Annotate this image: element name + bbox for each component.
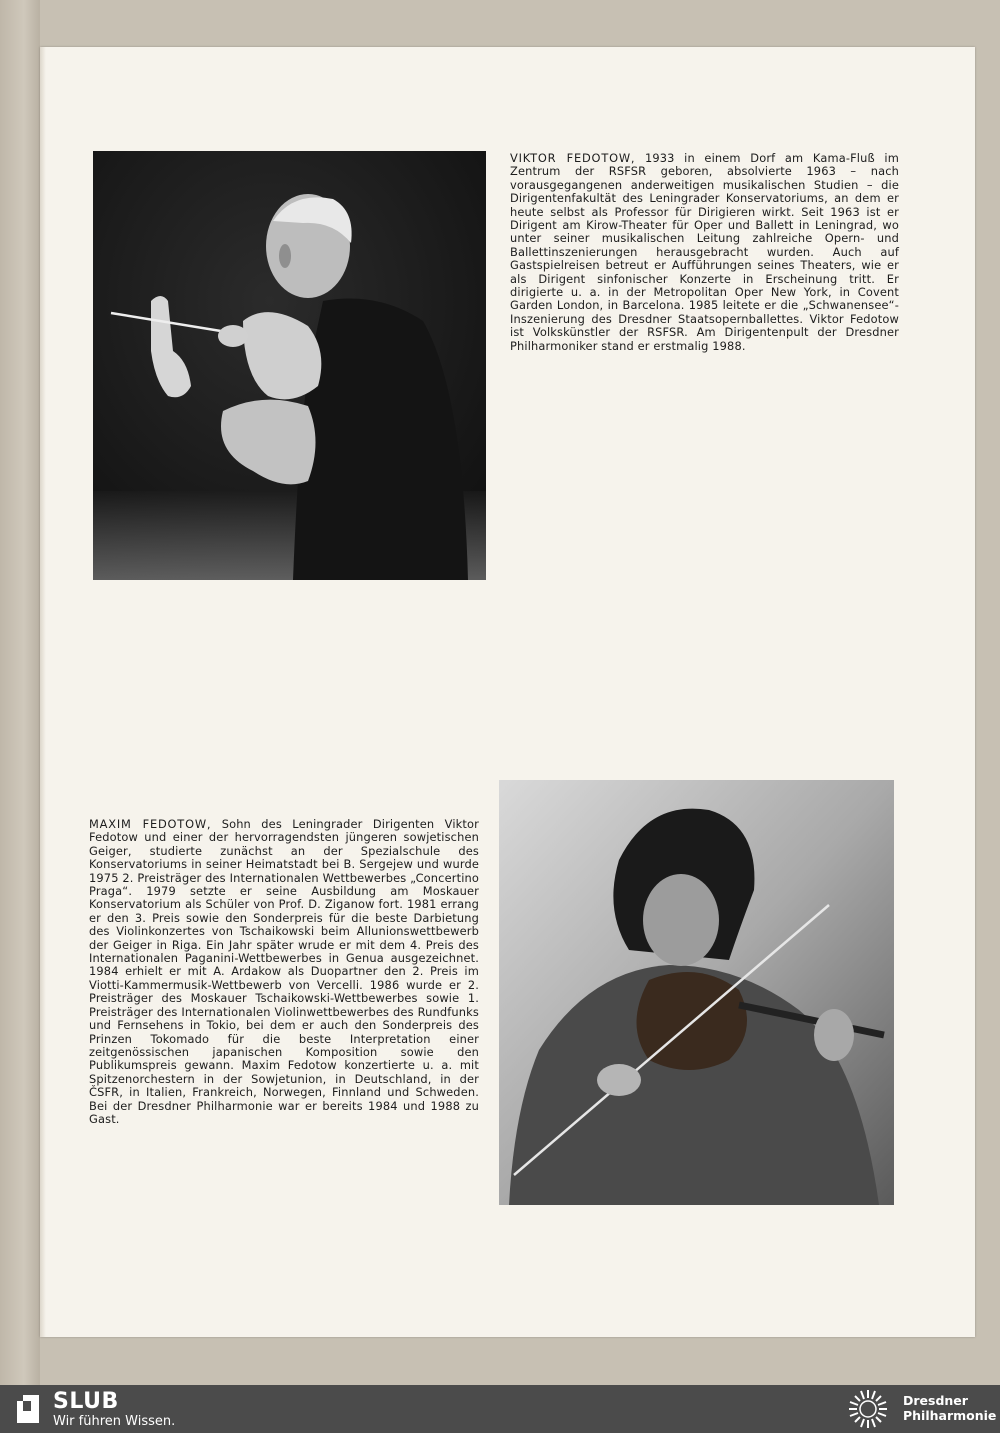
- maxim-fedotow-biography: [89, 818, 479, 1126]
- partner-name-line2: Philharmonie: [903, 1408, 997, 1423]
- page-gutter-shadow: [40, 47, 46, 1337]
- biography-body: 1933 in einem Dorf am Kama-Fluß im Zentrum der RSFSR geboren, absolvierte 1963 – nach vorausgegangenen anderweitigen musikalischen Studien – die Dirigentenfakultät des Leningrader Konservatoriums, an dem er heute selbst als Professor für Dirigieren wirkt. Seit 1963 ist er Dirigent am Kirow-Theater für Oper und Ballett in Leningrad, wo unter seiner musikalischen Leitung zahlreiche Opern- und Ballettinszenierungen herausgebracht wurden. Auch auf Gastspielreisen betreut er Aufführungen seines Theaters, wie er als Dirigent sinfonischer Konzerte in Erscheinung tritt. Er dirigierte u. a. in der Metropolitan Oper New York, in Covent Garden London, in Barcelona. 1985 leitete er die „Schwanensee“-Inszenierung des Dresdner Staatsopernballettes. Viktor Fedotow ist Volkskünstler der RSFSR. Am Dirigentenpult der Dresdner Philharmoniker stand er erstmalig 1988.: [510, 151, 899, 353]
- violinist-photo: [499, 780, 894, 1205]
- biography-name: VIKTOR FEDOTOW,: [510, 151, 636, 165]
- library-logo-icon: [14, 1393, 42, 1425]
- biography-name: MAXIM FEDOTOW,: [89, 817, 212, 831]
- viktor-fedotow-biography: [510, 152, 899, 353]
- book-binding-edge: [0, 0, 40, 1385]
- sunburst-logo-icon: [842, 1389, 894, 1429]
- footer-brand-tagline: Wir führen Wissen.: [53, 1414, 176, 1429]
- biography-body: Sohn des Leningrader Dirigenten Viktor Fedotow und einer der hervorragendsten jüngeren sowjetischen Geiger, studierte zunächst an der Spezialschule des Konservatoriums in seiner Heimatstadt bei B. Sergejew und wurde 1975 2. Preisträger des Internationalen Wettbewerbes „Concertino Praga“. 1979 setzte er seine Ausbildung am Moskauer Konservatorium als Schüler von Prof. D. Ziganow fort. 1981 errang er den 3. Preis sowie den Sonderpreis für die beste Darbietung des Violinkonzertes von Tschaikowski beim Allunionswettbewerb der Geiger in Riga. Ein Jahr später wrude er mit dem 4. Preis des Internationalen Paganini-Wettbewerbes in Genua ausgezeichnet. 1984 erhielt er mit A. Ardakow als Duopartner den 2. Preis im Viotti-Kammermusik-Wettbewerb von Vercelli. 1986 wurde er 2. Preisträger des Moskauer Tschaikowski-Wettbewerbes sowie 1. Preisträger des Internationalen Violinwettbewerbes des Rundfunks und Fernsehens in Tokio, bei dem er auch den Sonderpreis des Prinzen Tokomado für die beste Interpretation einer zeitgenössischen japanischen Komposition sowie den Publikumspreis gewann. Maxim Fedotow konzertierte u. a. mit Spitzenorchestern in der Sowjetunion, in Deutschland, in der ČSFR, in Italien, Frankreich, Norwegen, Finnland und Schweden. Bei der Dresdner Philharmonie war er bereits 1984 und 1988 zu Gast.: [89, 817, 479, 1126]
- footer-bar: [0, 1385, 1000, 1433]
- conductor-photo: [93, 151, 486, 580]
- footer-brand-name: SLUB: [53, 1389, 119, 1414]
- partner-name-line1: Dresdner: [903, 1393, 968, 1408]
